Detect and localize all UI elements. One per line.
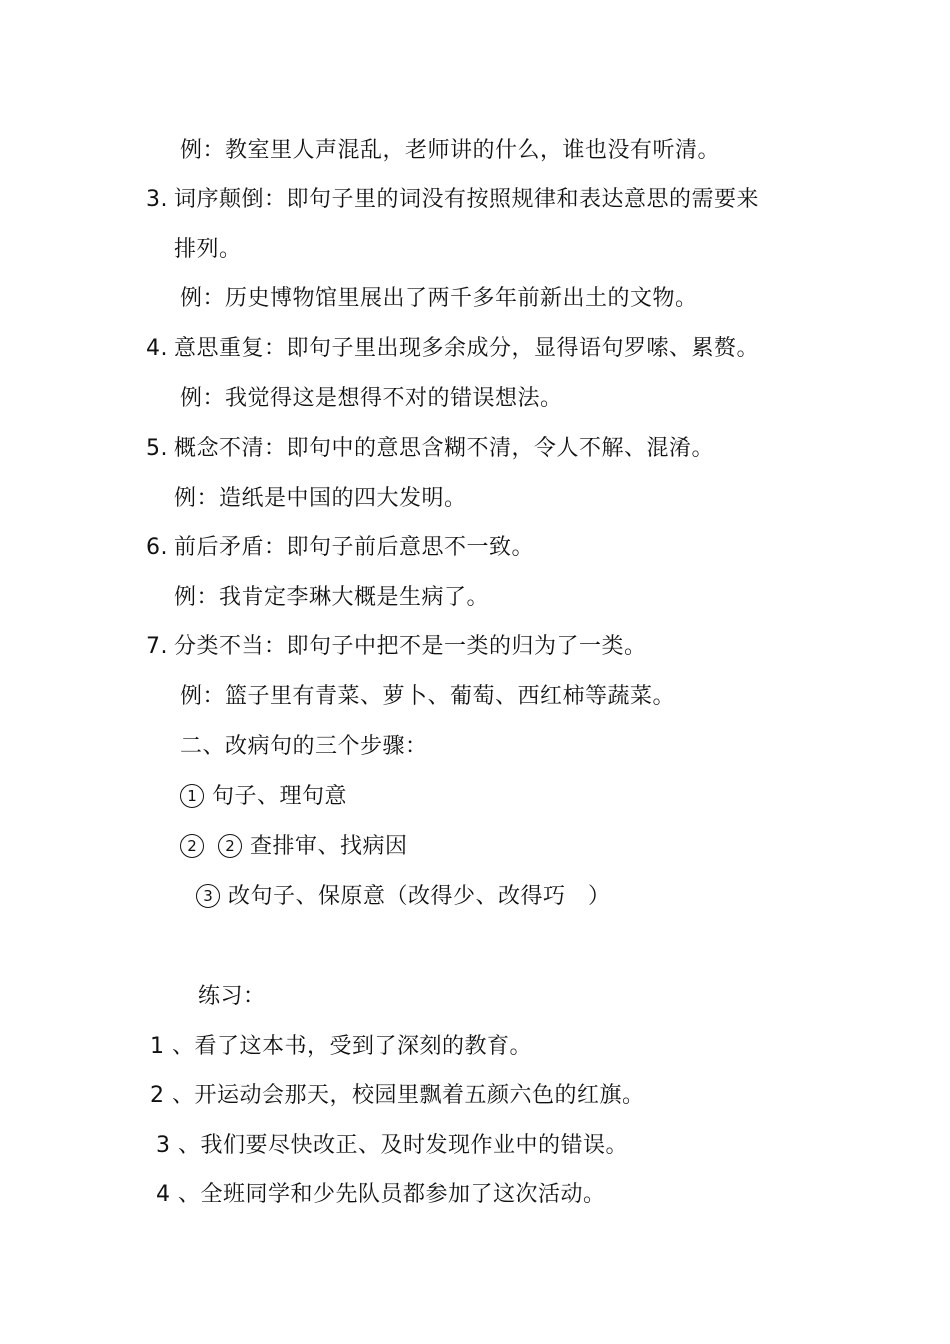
item-number: 7. [146, 634, 168, 659]
exercise-heading: 练习： [198, 984, 266, 1009]
list-item [146, 533, 534, 563]
item-number: 5. [146, 436, 168, 461]
item-text: 分类不当：即句子中把不是一类的归为了一类。 [174, 634, 647, 659]
example-text: 例：教室里人声混乱，老师讲的什么，谁也没有听清。 [180, 138, 721, 163]
step-item [196, 882, 611, 912]
step-item [180, 782, 347, 812]
item-continuation: 排列。 [174, 237, 242, 262]
step-text: 改句子、保原意（改得少、改得巧 ） [228, 884, 611, 909]
section-heading: 二、改病句的三个步骤： [180, 734, 428, 759]
item-number: 6. [146, 535, 168, 560]
item-number: 4. [146, 336, 168, 361]
circled-number: 3 [196, 884, 220, 908]
list-item [146, 632, 647, 662]
circled-number: 2 [180, 834, 204, 858]
example-text: 例：篮子里有青菜、萝卜、葡萄、西红柿等蔬菜。 [180, 684, 676, 709]
list-item [146, 334, 759, 364]
exercise-item: 3 、我们要尽快改正、及时发现作业中的错误。 [156, 1133, 628, 1158]
item-text: 前后矛盾：即句子前后意思不一致。 [174, 535, 535, 560]
example-text: 例：造纸是中国的四大发明。 [174, 486, 467, 511]
exercise-item: 4 、全班同学和少先队员都参加了这次活动。 [156, 1182, 606, 1207]
item-number: 3. [146, 187, 168, 212]
list-item [146, 434, 714, 464]
item-text: 概念不清：即句中的意思含糊不清，令人不解、混淆。 [174, 436, 715, 461]
step-item [180, 832, 408, 862]
example-text: 例：我觉得这是想得不对的错误想法。 [180, 386, 563, 411]
item-text: 意思重复：即句子里出现多余成分，显得语句罗嗦、累赘。 [174, 336, 760, 361]
step-text: 查排审、找病因 [250, 834, 408, 859]
exercise-item: 2 、开运动会那天，校园里飘着五颜六色的红旗。 [150, 1083, 645, 1108]
step-text: 句子、理句意 [212, 784, 348, 809]
example-text: 例：历史博物馆里展出了两千多年前新出土的文物。 [180, 286, 698, 311]
list-item [146, 185, 759, 215]
circled-number: 1 [180, 784, 204, 808]
exercise-item: 1 、看了这本书，受到了深刻的教育。 [150, 1034, 532, 1059]
example-text: 例：我肯定李琳大概是生病了。 [174, 585, 490, 610]
item-text: 词序颠倒：即句子里的词没有按照规律和表达意思的需要来 [174, 187, 760, 212]
circled-number: 2 [218, 834, 242, 858]
